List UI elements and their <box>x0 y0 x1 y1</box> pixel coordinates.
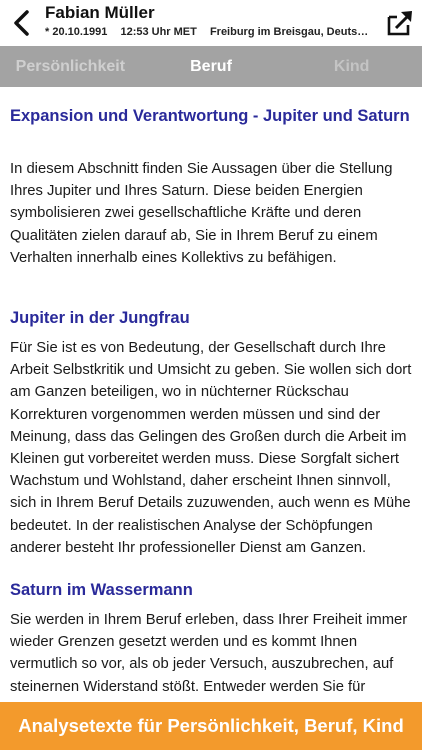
app-header <box>0 0 422 46</box>
section-title-saturn: Saturn im Wassermann <box>10 581 193 599</box>
promo-banner: Analysetexte für Persönlichkeit, Beruf, Kind <box>0 702 422 750</box>
tab-beruf[interactable]: Beruf <box>190 57 232 75</box>
tab-kind[interactable]: Kind <box>333 57 370 75</box>
share-icon <box>386 9 414 37</box>
share-button[interactable] <box>385 8 415 38</box>
person-name: Fabian Müller <box>45 3 155 22</box>
analysis-content[interactable] <box>0 87 422 702</box>
birth-time: 12:53 Uhr MET <box>120 26 197 38</box>
tab-persoenlichkeit[interactable]: Persönlichkeit <box>15 57 126 75</box>
main-title: Expansion und Verantwortung - Jupiter und Saturn <box>10 107 410 125</box>
section-title-jupiter: Jupiter in der Jungfrau <box>10 309 190 327</box>
section-text-saturn: Sie werden in Ihrem Beruf erleben, dass Ihrer Freiheit immer wieder Grenzen gesetzt werden und es kommt Ihnen vermutlich so vor, als ob jeder Versuch, auszubrechen, auf steinernen Widerstand stößt. Entweder werden Sie für <box>10 612 408 695</box>
section-text-jupiter: Für Sie ist es von Bedeutung, der Gesellschaft durch Ihre Arbeit Selbstkritik und Umsicht zu geben. Sie wollen sich dort am Ganzen beteiligen, wo in nüchterner Rückschau Korrekturen vorgenommen werden müssen und sind der Meinung, dass das Gelingen des Großen durch die Arbeit im Kleinen gut vorbereitet werden muss. Diese Sorgfalt sichert Wachstum und Wohlstand, daher erscheint Ihnen sinnvoll, sich in Ihrem Beruf Details zuzuwenden, auch wenn es Mühe bedeutet. In der realistischen Analyse der Schöpfungen anderer besteht Ihr professioneller Dienst am Ganzen. <box>10 340 412 556</box>
birth-place: Freiburg im Breisgau, Deuts… <box>209 26 369 38</box>
back-button[interactable] <box>9 8 35 38</box>
person-birth-info <box>45 26 377 38</box>
intro-paragraph: In diesem Abschnitt finden Sie Aussagen über die Stellung Ihres Jupiter und Ihres Saturn. Diese beiden Energien symbolisieren zwei gesellschaftliche Kräfte und deren Qualitäten zielen darauf ab, Sie in Ihrem Beruf zu einem Verhalten innerhalb eines Kollektivs zu befähigen. <box>10 161 393 266</box>
chevron-left-icon <box>13 10 31 36</box>
birth-date: * 20.10.1991 <box>45 26 108 38</box>
tab-bar <box>0 46 422 87</box>
